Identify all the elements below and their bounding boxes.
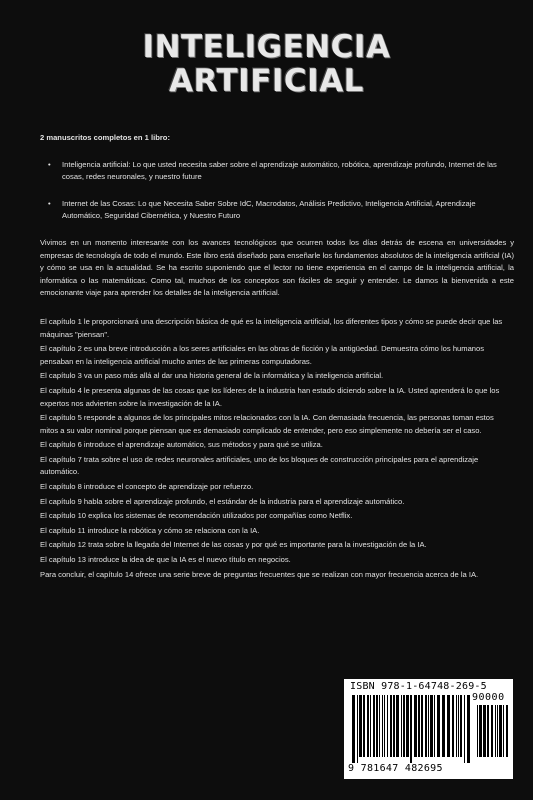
barcode-bar	[418, 695, 420, 757]
barcode-bar	[421, 695, 423, 757]
barcode-bar	[467, 695, 470, 763]
barcode-bar	[497, 705, 498, 757]
manuscript-list	[40, 159, 514, 223]
barcode-bar	[406, 695, 409, 757]
chapter-item: El capítulo 11 introduce la robótica y cómo se relaciona con la IA.	[40, 525, 260, 535]
barcode-bar	[414, 695, 417, 757]
book-title-line2: ARTIFICIAL	[169, 63, 364, 99]
barcode-bar	[458, 695, 459, 757]
barcode-bar	[491, 705, 493, 757]
barcode-bar	[367, 695, 369, 757]
barcode-bar	[442, 695, 445, 757]
barcode-bar	[379, 695, 380, 757]
subtitle: 2 manuscritos completos en 1 libro:	[40, 133, 170, 142]
barcode-bar	[503, 705, 504, 757]
barcode-bar	[437, 695, 440, 757]
barcode-bar	[384, 695, 385, 757]
barcode-bar	[363, 695, 365, 757]
back-cover-text	[40, 132, 514, 583]
barcode-digits: 9 781647 482695	[348, 763, 443, 774]
barcode-bar	[447, 695, 450, 757]
chapter-item: El capítulo 13 introduce la idea de que la IA es el nuevo título en negocios.	[40, 555, 291, 565]
book-title-line1: INTELIGENCIA	[142, 29, 391, 65]
barcode-bar	[396, 695, 399, 757]
book-title	[0, 30, 533, 98]
barcode-bars	[350, 695, 470, 763]
chapter-item: El capítulo 12 trata sobre la llegada del Internet de las cosas y por qué es importante para la investigación de la IA.	[40, 540, 427, 550]
chapter-item: El capítulo 8 introduce el concepto de aprendizaje por refuerzo.	[40, 482, 254, 492]
chapter-item: El capítulo 9 habla sobre el aprendizaje profundo, el estándar de la industria para el aprendizaje automático.	[40, 496, 405, 506]
barcode-bar	[499, 705, 502, 757]
intro-paragraph: Vivimos en un momento interesante con los avances tecnológicos que ocurren todos los días detrás de escena en universidades y empresas de tecnología de todo el mundo. Este libro está diseñado para enseñarle los fundamentos absolutos de la inteligencia artificial (IA) y cómo se usa en la actualidad. Se ha escrito suponiendo que el lector no tiene experiencia en el campo de la inteligencia artificial, la informática o las matemáticas. Como tal, muchos de los conceptos son fáciles de seguir y entender. Le damos la bienvenida a este emocionante viaje para aprender los detalles de la inteligencia artificial.	[40, 237, 514, 298]
chapter-item: Para concluir, el capítulo 14 ofrece una serie breve de preguntas frecuentes que se realizan con mayor frecuencia acerca de la IA.	[40, 569, 479, 579]
barcode-bar	[456, 695, 457, 757]
barcode-bar	[410, 695, 412, 763]
chapter-item: El capítulo 3 va un paso más allá al dar una historia general de la informática y la inteligencia artificial.	[40, 371, 384, 381]
barcode-bar	[487, 705, 489, 757]
chapter-item: El capítulo 7 trata sobre el uso de redes neuronales artificiales, uno de los bloques de construcción principales para el aprendizaje automático.	[40, 454, 479, 477]
barcode-bar	[430, 695, 433, 757]
barcode-bar	[352, 695, 355, 763]
chapter-list	[40, 316, 514, 581]
barcode-bar	[403, 695, 405, 757]
barcode-bar	[460, 695, 462, 757]
chapter-item: El capítulo 6 introduce el aprendizaje automático, sus métodos y para qué se utiliza.	[40, 440, 323, 450]
isbn-label: ISBN 978-1-64748-269-5	[350, 681, 487, 692]
price-addon-number: 90000	[472, 692, 505, 703]
barcode-bar	[477, 705, 478, 757]
barcode-bar	[359, 695, 362, 757]
barcode-bar	[401, 695, 402, 757]
chapter-item: El capítulo 5 responde a algunos de los principales mitos relacionados con la IA. Con demasiada frecuencia, las personas toman estos mitos a su valor nominal porque piensan que es demasiado complicado de entender, pero eso simplemente no debería ser el caso.	[40, 413, 494, 435]
barcode-bar	[393, 695, 395, 757]
barcode-bar	[428, 695, 429, 757]
barcode-bar	[434, 695, 435, 757]
barcode-bar	[464, 695, 465, 763]
isbn-barcode	[344, 679, 513, 779]
barcode-bar	[370, 695, 371, 757]
manuscript-item: • Inteligencia artificial: Lo que usted necesita saber sobre el aprendizaje automático, robótica, aprendizaje profundo, Internet de las cosas, redes neuronales, y nuestro future	[48, 159, 514, 184]
chapter-item: El capítulo 2 es una breve introducción a los seres artificiales en las obras de ficción y la antigüedad. Demuestra cómo los humanos pensaban en la inteligencia artificial mucho antes de las primeras computadoras.	[40, 344, 485, 366]
barcode-bar	[495, 705, 496, 757]
barcode-bar	[357, 695, 358, 763]
barcode-bar	[425, 695, 427, 757]
barcode-bar	[479, 705, 482, 757]
barcode-bar	[382, 695, 383, 757]
barcode-bar	[373, 695, 375, 757]
barcode-bar	[452, 695, 454, 757]
manuscript-item: • Internet de las Cosas: Lo que Necesita Saber Sobre IdC, Macrodatos, Análisis Predictivo, Inteligencia Artificial, Aprendizaje Automático, Seguridad Cibernética, y Nuestro Futuro	[48, 198, 514, 223]
barcode-bar	[506, 705, 508, 757]
barcode-bar	[387, 695, 388, 757]
addon-barcode-bars	[475, 705, 509, 763]
barcode-bar	[376, 695, 378, 757]
barcode-bar	[390, 695, 392, 757]
chapter-item: El capítulo 4 le presenta algunas de las cosas que los líderes de la industria han estado diciendo sobre la IA. Usted aprenderá lo que los expertos nos advierten sobre la investigación de la IA.	[40, 385, 500, 408]
chapter-item: El capítulo 10 explica los sistemas de recomendación utilizados por compañías como Netflix.	[40, 511, 353, 521]
chapter-item: El capítulo 1 le proporcionará una descripción básica de qué es la inteligencia artificial, los diferentes tipos y cómo se puede decir que las máquinas "piensan".	[40, 316, 503, 339]
barcode-bar	[483, 705, 486, 757]
